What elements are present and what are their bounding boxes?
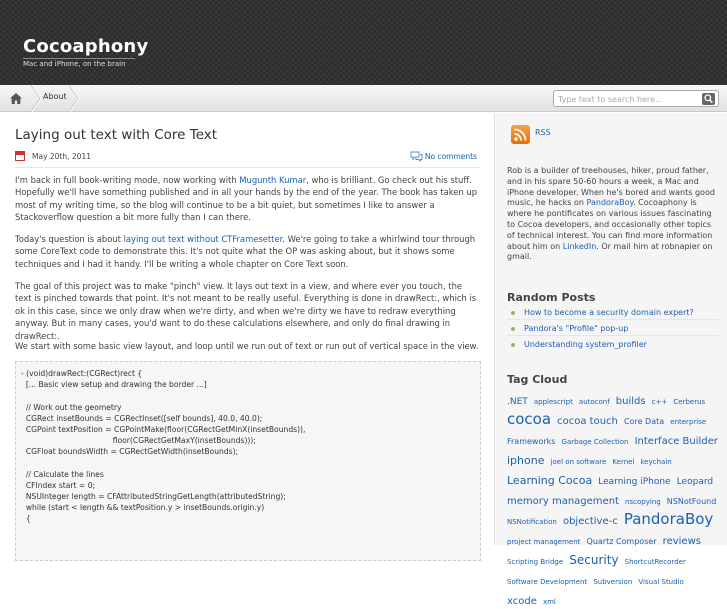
tag-link[interactable]: xcode <box>507 596 537 607</box>
tag-link[interactable]: applescript <box>533 398 573 406</box>
random-post-link[interactable]: Pandora's "Profile" pop-up <box>524 324 629 333</box>
tag-link[interactable]: .NET <box>507 397 528 407</box>
tag-link[interactable]: autoconf <box>578 398 610 406</box>
tag-link[interactable]: objective-c <box>562 516 618 527</box>
tag-link[interactable]: ShortcutRecorder <box>624 558 686 566</box>
tag-link[interactable]: Kernel <box>612 458 635 466</box>
code-line: { <box>21 514 31 524</box>
rss-glyph <box>514 128 527 141</box>
calendar-icon <box>15 151 25 161</box>
pandoraboy-link[interactable]: PandoraBoy <box>586 198 634 208</box>
tag-link[interactable]: Subversion <box>593 578 633 586</box>
nav-separator <box>30 85 42 112</box>
code-line: CGFloat boundsWidth = CGRectGetWidth(insetBounds); <box>21 447 239 457</box>
tag-link[interactable]: Frameworks <box>507 437 556 446</box>
post-paragraph <box>15 174 481 224</box>
tag-link[interactable]: c++ <box>651 398 668 406</box>
bullet-icon <box>511 327 515 331</box>
rss-link[interactable]: RSS <box>535 128 551 137</box>
tag-cloud <box>507 389 720 609</box>
tag-cloud-title: Tag Cloud <box>507 373 568 386</box>
site-title[interactable]: Cocoaphony <box>23 36 149 57</box>
sidebar <box>494 113 727 607</box>
random-post-link[interactable]: How to become a security domain expert? <box>524 308 694 317</box>
rss-icon[interactable] <box>511 125 530 144</box>
tag-link[interactable]: keychain <box>640 458 672 466</box>
divider <box>507 319 719 320</box>
tag-link[interactable]: Security <box>569 553 619 567</box>
code-line: - (void)drawRect:(CGRect)rect { <box>21 369 143 378</box>
home-icon <box>10 93 22 104</box>
tag-link[interactable]: iphone <box>507 454 545 467</box>
random-post-item[interactable] <box>511 340 647 349</box>
random-post-link[interactable]: Understanding system_profiler <box>524 340 647 349</box>
paragraph-text: , who is brilliant. Go check out his stuff. Hopefully we'll have something published and in all your hands by the end of the year. The book has taken up most of my writing time, so the blog will continue to be a bit quiet, but sometimes I like to answer a Stackoverflow question a bit more fully than I can there. <box>15 175 478 223</box>
comments-link[interactable]: No comments <box>424 152 477 161</box>
mugunth-kumar-link[interactable]: Mugunth Kumar <box>239 175 307 185</box>
code-line: CFIndex start = 0; <box>21 480 96 490</box>
code-line: [... Basic view setup and drawing the border ...] <box>21 380 207 390</box>
tag-link[interactable]: Interface Builder <box>634 436 718 447</box>
comment-icon <box>410 151 423 162</box>
code-line: CGRect insetBounds = CGRectInset([self bounds], 40.0, 40.0); <box>21 413 263 423</box>
post-title[interactable]: Laying out text with Core Text <box>15 127 218 143</box>
tag-link[interactable]: xml <box>542 598 556 606</box>
tag-link[interactable]: project management <box>507 538 581 546</box>
code-line: // Work out the geometry <box>21 402 122 412</box>
code-block <box>15 361 481 561</box>
code-line: NSUInteger length = CFAttributedStringGetLength(attributedString); <box>21 492 286 502</box>
main-content <box>0 113 494 545</box>
code-line: while (start < length && textPosition.y > insetBounds.origin.y) <box>21 503 265 513</box>
tag-link[interactable]: Garbage Collection <box>561 438 629 446</box>
nav-separator <box>68 85 80 112</box>
home-button[interactable] <box>0 85 34 112</box>
random-post-item[interactable] <box>511 308 694 317</box>
tag-link[interactable]: cocoa touch <box>557 416 618 427</box>
tag-link[interactable]: reviews <box>662 536 701 547</box>
bio-text: Rob is a builder of treehouses, hiker, proud father, and in his spare 50-60 hours a week, a Mac and iPhone developer. When he's bored and wants good music, he hacks on <box>507 166 715 208</box>
random-posts-title: Random Posts <box>507 291 596 304</box>
search-icon <box>704 94 713 104</box>
code-line <box>21 458 475 469</box>
tag-link[interactable]: PandoraBoy <box>623 510 714 528</box>
linkedin-link[interactable]: LinkedIn <box>562 241 597 251</box>
site-header <box>0 0 727 85</box>
tag-link[interactable]: Scripting Bridge <box>507 558 564 566</box>
post-date: May 20th, 2011 <box>32 152 91 161</box>
code-line <box>21 390 475 401</box>
code-line: CGPoint textPosition = CGPointMake(floor(CGRectGetMinX(insetBounds)), <box>21 424 306 434</box>
paragraph-text: Today's question is about <box>15 234 124 244</box>
bullet-icon <box>511 311 515 315</box>
tag-link[interactable]: Learning iPhone <box>598 477 671 487</box>
tag-link[interactable]: enterprise <box>670 418 707 426</box>
bio-text: . Or mail him at robnapier on gmail. <box>507 241 713 262</box>
tag-link[interactable]: Visual Studio <box>638 578 684 586</box>
site-tagline: Mac and iPhone, on the brain <box>23 58 135 68</box>
author-bio <box>507 166 719 263</box>
tag-link[interactable]: Quartz Composer <box>586 537 657 546</box>
tag-link[interactable]: Cerberus <box>673 398 706 406</box>
question-link[interactable]: laying out text without CTFramesetter <box>123 234 283 244</box>
post-paragraph: The goal of this project was to make "pinch" view. It lays out text in a view, and where ever you touch, the text is pinched towards that point. It's not meant to be really useful. Everything is done in drawRect:, which is ok in this case, since we only draw when we're dirty, and when we're dirty we have to redraw everything anyway. But in many cases, you'd want to do these calculations elsewhere, and only do final drawing in drawRect:. <box>15 281 477 341</box>
tag-link[interactable]: nscopying <box>625 498 661 506</box>
tag-link[interactable]: Leopard <box>676 477 714 487</box>
post-paragraph <box>15 233 481 270</box>
bullet-icon <box>511 343 515 347</box>
divider <box>507 335 719 336</box>
search-button[interactable] <box>702 93 715 105</box>
paragraph-text: . We're going to take a whirlwind tour through some CoreText code to demonstrate this. It's not quite what the OP was asking about, but it shows some techniques and I had it handy. I'll be writing a whole chapter on Core Text soon. <box>15 234 476 269</box>
code-line: // Calculate the lines <box>21 469 104 479</box>
tag-link[interactable]: NSNotFound <box>666 497 717 506</box>
tag-link[interactable]: memory management <box>507 496 619 507</box>
paragraph-text: I'm back in full book-writing mode, now working with <box>15 175 240 185</box>
bio-text: . Cocoaphony is where he pontificates on various issues fascinating to Cocoa developers, and occasionally other topics of technical interest. You can find more information about him on <box>507 198 713 251</box>
tag-link[interactable]: Core Data <box>624 417 665 426</box>
tag-link[interactable]: joel on software <box>550 458 607 466</box>
tag-link[interactable]: Software Development <box>507 578 588 586</box>
tag-link[interactable]: builds <box>615 396 646 407</box>
post-meta <box>15 148 479 168</box>
search-input[interactable] <box>558 93 698 105</box>
tag-link[interactable]: cocoa <box>507 410 552 428</box>
nav-item-about[interactable]: About <box>43 92 67 101</box>
post-paragraph: We start with some basic view layout, and loop until we run out of text or run out of vertical space in the view. <box>15 341 479 351</box>
code-line: floor(CGRectGetMaxY(insetBounds))); <box>21 436 256 446</box>
random-post-item[interactable] <box>511 324 628 333</box>
search-box <box>553 90 719 107</box>
tag-link[interactable]: NSNotification <box>507 518 557 526</box>
tag-link[interactable]: Learning Cocoa <box>507 474 593 487</box>
